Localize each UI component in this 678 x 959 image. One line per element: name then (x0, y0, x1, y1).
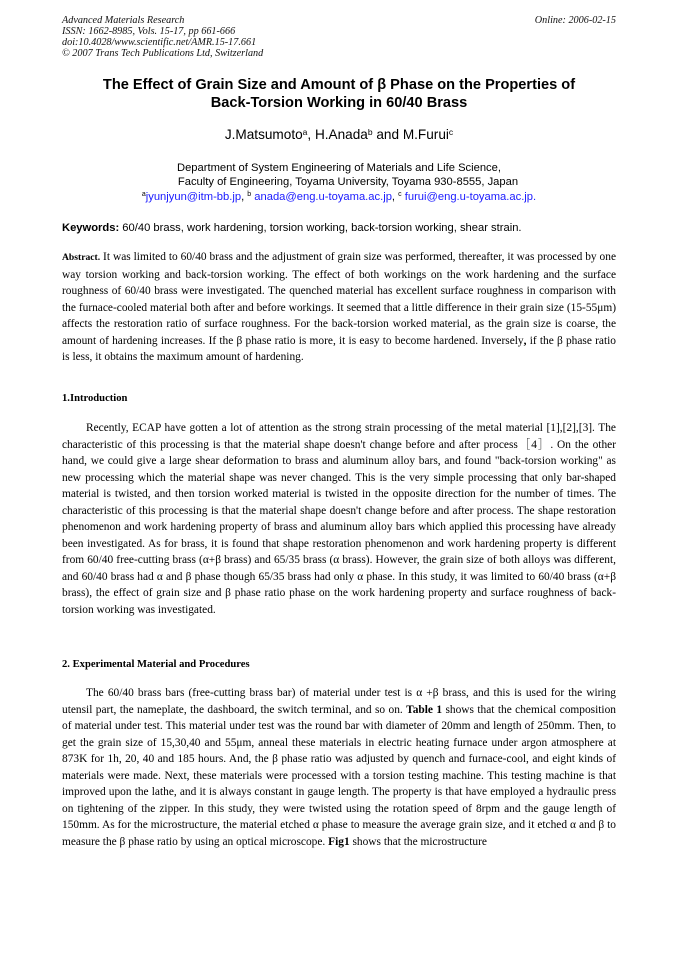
title-line-1: The Effect of Grain Size and Amount of β Phase on the Properties of (102, 77, 576, 93)
experimental-paragraph (62, 685, 616, 850)
journal-header (62, 15, 422, 59)
table-reference: Table 1 (406, 703, 443, 716)
affiliation-department: Department of System Engineering of Materials and Life Science, (177, 162, 501, 174)
email-link[interactable]: furui@eng.u-toyama.ac.jp. (401, 190, 537, 203)
abstract-comma: , (523, 334, 527, 347)
abstract-label: Abstract. (62, 252, 101, 263)
author-name: J.Matsumoto (224, 127, 303, 142)
keywords-label: Keywords: (62, 222, 120, 234)
abstract (62, 249, 616, 366)
author-list (62, 126, 616, 144)
experimental-text: The 60/40 brass bars (free-cutting brass bar) of material under test is α +β brass, and this is used for the wiring utensil part, the nameplate, the dashboard, the switch terminal, and so on. (62, 687, 616, 716)
journal-issn: ISSN: 1662-8985, Vols. 15-17, pp 661-666 (62, 26, 236, 37)
email-separator: , (241, 190, 248, 203)
abstract-text: It was limited to 60/40 brass and the adjustment of grain size was performed, thereafter, it was processed by one way torsion working and back-torsion working. The effect of both workings on the work hardening and the surface roughness of 60/40 brass were investigated. The quenched material has excellent surface roughness in comparison with the furnace-cooled material both after and before workings. It seemed that a little difference in their grain size (15-55μm) affects the restoration ratio of surface roughness. For the back-torsion worked material, as the grain size is coarse, the amount of hardening increases. If the β phase ratio is more, it is easy to become hardened. Inversely (62, 251, 616, 347)
email-mark: c (398, 190, 402, 198)
experimental-text: shows that the chemical composition of material under test. This material under test was the round bar with diameter of 20mm and length of 250mm. Then, to get the grain size of 15,30,40 and 55μm, anneal these materials in electric heating furnace under argon atmosphere at 873K for 1h, 20, 40 and 185 hours. And, the β phase ratio was adjusted by quench and furnace-cool, and eight kinds of materials were made. Next, these materials were processed with a torsion testing machine. This testing machine is that improved upon the lathe, and it is always constant in gauge length. The property is that have employed a hydraulic press on tightening of the zipper. In this study, they were twisted using the rotation speed of 8rpm and the gauge length of 150mm. As for the microstructure, the material etched α phase to measure the average grain size, and it etched α and β to measure the β phase ratio by using an optical microscope. (62, 703, 616, 848)
figure-reference: Fig1 (328, 835, 350, 848)
affiliation-institution: Faculty of Engineering, Toyama University, Toyama 930-8555, Japan (177, 176, 519, 189)
email-mark: a (141, 190, 146, 198)
keywords-text: 60/40 brass, work hardening, torsion working, back-torsion working, shear strain. (119, 222, 522, 234)
author-affil-mark: b (367, 127, 373, 137)
email-link[interactable]: anada@eng.u-toyama.ac.jp (251, 190, 392, 203)
email-link[interactable]: jyunjyun@itm-bb.jp (145, 190, 242, 203)
section-heading-experimental: 2. Experimental Material and Procedures (62, 659, 250, 670)
section-heading-introduction: 1.Introduction (62, 393, 128, 404)
author-separator: , (307, 127, 315, 142)
introduction-paragraph: Recently, ECAP have gotten a lot of attention as the strong strain processing of the metal material [1],[2],[3]. The characteristic of this processing is that the material shape doesn't change before and after process［4］. On the other hand, we could give a large shear deformation to brass and aluminum alloy bars, and found "back-torsion working" as new processing which the material shape was never changed. This is the very simple processing that only bar-shaped material is twisted, and then torsion worked material is twisted in the opposite direction for the number of times. The characteristic of this processing is that the material shape doesn't change before and after process. The shape restoration phenomenon and work hardening property of brass and aluminum alloy bars which applied this processing have already been investigated. As for brass, it is found that shape restoration phenomenon and work hardening property is different from 60/40 free-cutting brass (α+β brass) and 65/35 brass (α brass). However, the grain size of both alloys was different, and 60/40 brass had α and β phase though 65/35 brass had only α phase. In this study, it was limited to 60/40 brass (α+β brass), the effect of grain size and β phase ratio phase on the work hardening property and surface roughness of back-torsion working was investigated. (62, 422, 616, 617)
journal-name: Advanced Materials Research (62, 15, 185, 26)
title-line-2: Back-Torsion Working in 60/40 Brass (210, 95, 468, 111)
email-mark: b (247, 190, 252, 198)
abstract-text-end: if the β phase ratio is less, it obtains the maximum amount of hardening. (62, 334, 616, 364)
paper-title (62, 76, 616, 112)
keywords (62, 221, 616, 235)
affiliation-emails (62, 190, 616, 204)
author-affil-mark: a (302, 127, 308, 137)
experimental-text: shows that the microstructure (349, 835, 487, 848)
author-name: H.Anada (314, 127, 368, 142)
journal-copyright: © 2007 Trans Tech Publications Ltd, Switzerland (62, 48, 264, 59)
author-affil-mark: c (448, 127, 454, 137)
journal-doi: doi:10.4028/www.scientific.net/AMR.15-17.661 (62, 37, 257, 48)
affiliation (62, 161, 616, 204)
email-separator: , (391, 190, 399, 203)
online-date: Online: 2006-02-15 (534, 15, 616, 26)
author-separator: and (372, 127, 403, 142)
author-name: M.Furui (402, 127, 449, 142)
